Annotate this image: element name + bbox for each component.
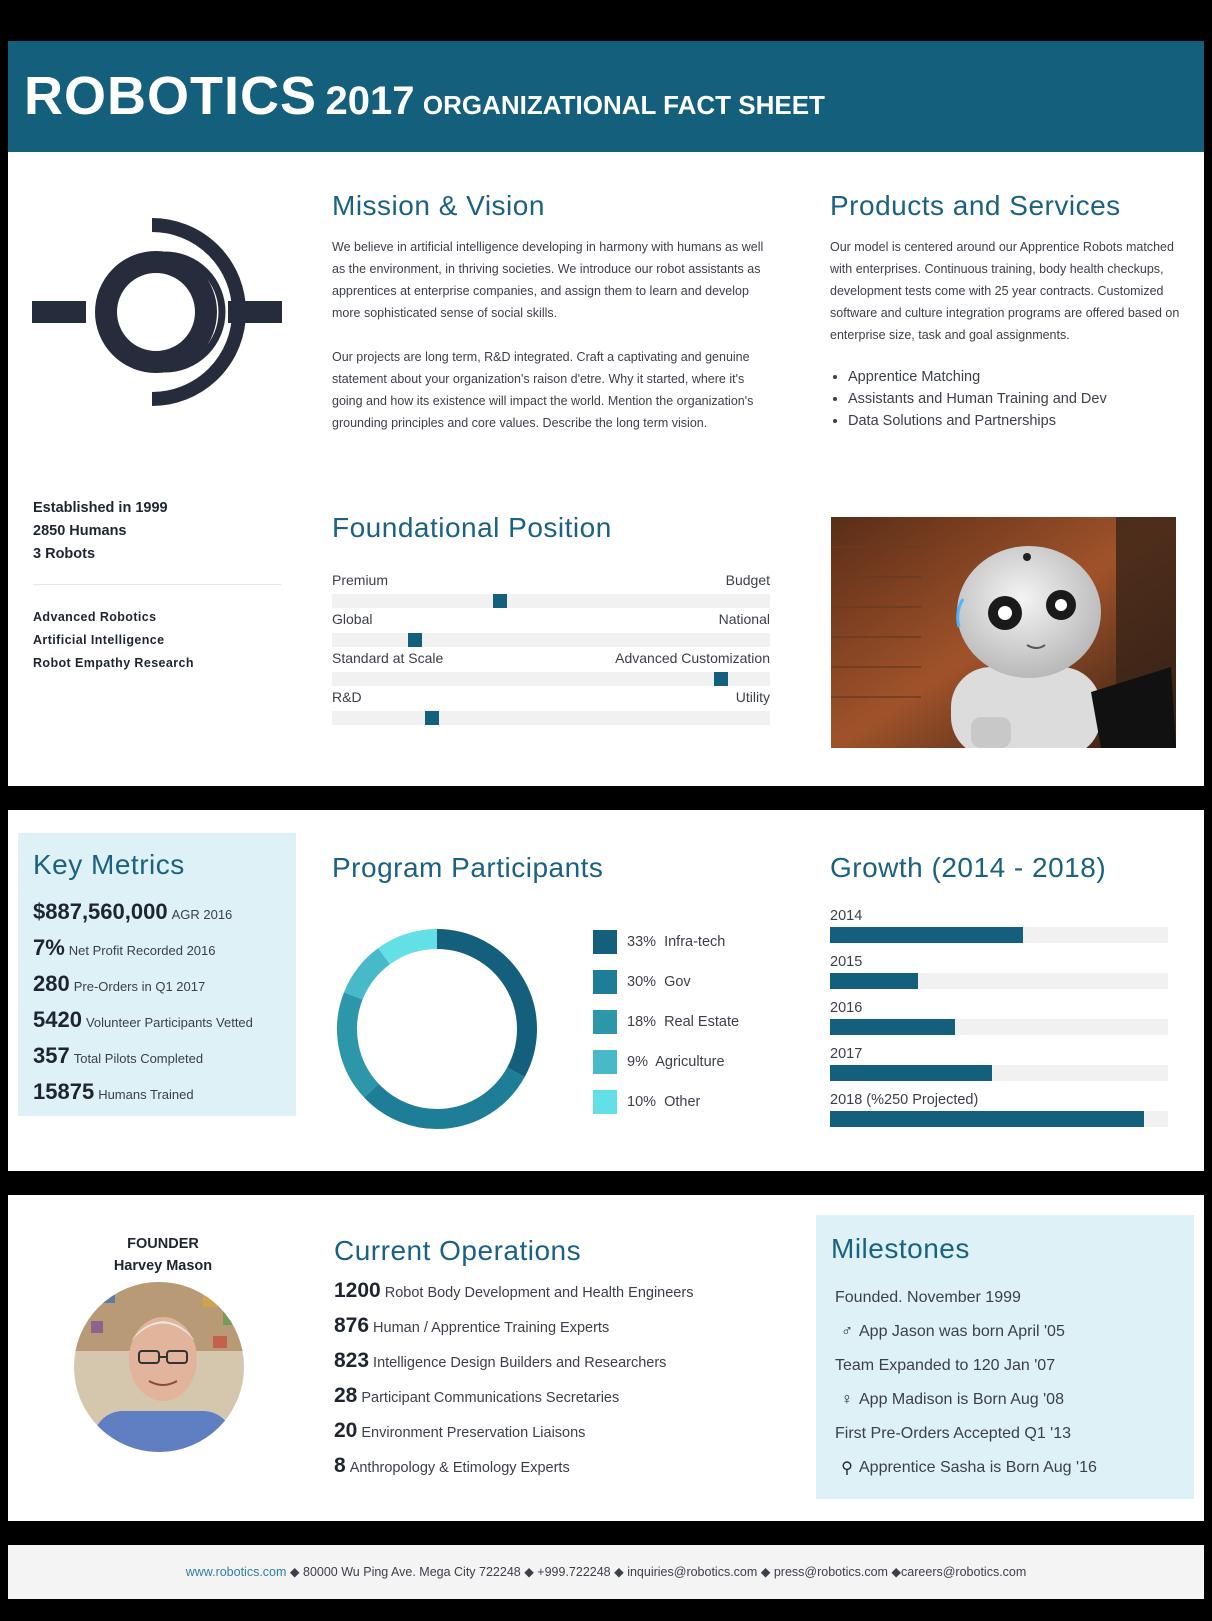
- founder-role: FOUNDER: [127, 1236, 199, 1252]
- robotics-logo: [32, 212, 282, 417]
- divider: [33, 584, 281, 585]
- list-item: • Assistants and Human Training and Dev: [848, 388, 1182, 410]
- products-title: Products and Services: [830, 190, 1121, 221]
- donut-slice-real-estate: [347, 996, 371, 1091]
- participants-donut-chart: [332, 924, 542, 1134]
- metric-label: Humans Trained: [98, 1087, 194, 1102]
- legend-swatch: [593, 1050, 617, 1074]
- products-paragraph: Our model is centered around our Apprentice Robots matched with enterprises. Continuous training, body health checkups, development tests come with 25 year contracts. Customized software and culture integration programs are offered based on enterprise size, task and goal assignments.: [830, 240, 1180, 342]
- legend-label: 18% Real Estate: [627, 1014, 740, 1030]
- legend-entry: [593, 930, 725, 954]
- title-year: 2017: [325, 79, 415, 123]
- slider-track: [332, 711, 770, 725]
- milestone-text: First Pre-Orders Accepted Q1 '13: [835, 1424, 1072, 1442]
- metric-value: 15875: [33, 1079, 95, 1104]
- metric-item: [33, 1079, 293, 1105]
- slider-left-label: Global: [332, 611, 373, 627]
- org-facts: [33, 497, 168, 566]
- growth-bar-label: 2017: [830, 1046, 863, 1062]
- growth-bar: [830, 1065, 992, 1081]
- operations-item: [334, 1279, 774, 1303]
- slider-left-label: R&D: [332, 689, 362, 705]
- position-slider: [332, 650, 770, 689]
- metric-value: 280: [33, 971, 70, 996]
- growth-bar-label: 2014: [830, 908, 863, 924]
- growth-bar-track: [830, 973, 1168, 989]
- robot-photo: [831, 517, 1176, 748]
- growth-bar: [830, 1111, 1144, 1127]
- legend-entry: [593, 1090, 700, 1114]
- fact-established: Established in 1999: [33, 500, 168, 516]
- operations-label: Participant Communications Secretaries: [361, 1390, 620, 1406]
- position-slider: [332, 611, 770, 650]
- milestone-item: [835, 1457, 1185, 1478]
- milestones-panel: [816, 1215, 1194, 1499]
- milestone-item: [835, 1321, 1185, 1342]
- operations-count: 876: [334, 1314, 370, 1337]
- key-metrics-title: Key Metrics: [33, 849, 185, 880]
- legend-label: 30% Gov: [627, 974, 691, 990]
- donut-slice-other: [384, 939, 437, 956]
- slider-track: [332, 633, 770, 647]
- position-sliders: [332, 572, 770, 732]
- milestones-title: Milestones: [831, 1233, 970, 1264]
- female-icon: ♀: [841, 1390, 853, 1408]
- growth-bar-track: [830, 1019, 1168, 1035]
- participants-legend: [593, 930, 793, 1130]
- people-section: [8, 1195, 1204, 1521]
- title-main: ROBOTICS: [24, 66, 318, 126]
- milestone-text: Founded. November 1999: [835, 1288, 1021, 1306]
- focus-item: Robot Empathy Research: [33, 656, 194, 670]
- metric-label: AGR 2016: [171, 907, 233, 922]
- growth-bar: [830, 1019, 955, 1035]
- metric-label: Volunteer Participants Vetted: [85, 1015, 253, 1030]
- metric-label: Net Profit Recorded 2016: [68, 943, 216, 958]
- metric-item: [33, 899, 293, 925]
- participants-title: Program Participants: [332, 852, 604, 883]
- operations-item: [334, 1454, 774, 1478]
- list-item: • Apprentice Matching: [848, 366, 1182, 388]
- milestone-item: [835, 1355, 1185, 1376]
- metric-item: [33, 971, 293, 997]
- metric-value: $887,560,000: [33, 899, 168, 924]
- growth-bar-track: [830, 1111, 1168, 1127]
- metric-label: Pre-Orders in Q1 2017: [73, 979, 206, 994]
- growth-bar-label: 2016: [830, 1000, 863, 1016]
- milestone-item: [835, 1389, 1185, 1410]
- growth-bar: [830, 973, 918, 989]
- products-list: [830, 366, 1182, 432]
- slider-marker: [714, 672, 728, 686]
- metric-item: [33, 935, 293, 961]
- growth-bar-label: 2015: [830, 954, 863, 970]
- growth-bar-chart: [830, 908, 1168, 1148]
- milestone-item: [835, 1287, 1185, 1308]
- legend-label: 33% Infra-tech: [627, 934, 726, 950]
- growth-bar-label: 2018 (%250 Projected): [830, 1092, 979, 1108]
- footer-contact-info: ◆ 80000 Wu Ping Ave. Mega City 722248 ◆ +999.722248 ◆ inquiries@robotics.com ◆ press@robotics.com ◆careers@robotics.com: [286, 1565, 1027, 1579]
- foundational-title: Foundational Position: [332, 512, 612, 543]
- operations-label: Human / Apprentice Training Experts: [373, 1320, 610, 1336]
- milestone-text: Team Expanded to 120 Jan '07: [835, 1356, 1056, 1374]
- position-slider: [332, 572, 770, 611]
- mission-paragraph-2: Our projects are long term, R&D integrated. Craft a captivating and genuine statement about your organization's raison d'etre. Why it started, where it's going and how its existence will impact the world. Mention the organization's grounding principles and core values. Describe the long term vision.: [332, 350, 754, 430]
- operations-count: 1200: [334, 1279, 381, 1302]
- operations-count: 20: [334, 1419, 358, 1442]
- position-slider: [332, 689, 770, 728]
- slider-marker: [425, 711, 439, 725]
- milestone-text: App Jason was born April '05: [859, 1322, 1065, 1340]
- metrics-section: [8, 810, 1204, 1171]
- metric-item: [33, 1007, 293, 1033]
- donut-slice-agriculture: [353, 956, 384, 996]
- slider-right-label: National: [718, 611, 770, 627]
- growth-bar-track: [830, 927, 1168, 943]
- growth-bar: [830, 927, 1023, 943]
- operations-label: Intelligence Design Builders and Researchers: [373, 1355, 667, 1371]
- operations-item: [334, 1384, 774, 1408]
- org-focus: [33, 606, 194, 675]
- legend-swatch: [593, 1010, 617, 1034]
- operations-label: Robot Body Development and Health Engineers: [384, 1285, 694, 1301]
- operations-label: Anthropology & Etimology Experts: [349, 1460, 570, 1476]
- fact-humans: 2850 Humans: [33, 523, 127, 539]
- operations-list: [334, 1279, 774, 1489]
- overview-section: [8, 152, 1204, 786]
- title-sub: ORGANIZATIONAL FACT SHEET: [422, 90, 825, 120]
- growth-bar-track: [830, 1065, 1168, 1081]
- slider-marker: [408, 633, 422, 647]
- focus-item: Artificial Intelligence: [33, 633, 165, 647]
- list-item: • Data Solutions and Partnerships: [848, 410, 1182, 432]
- operations-item: [334, 1419, 774, 1443]
- milestone-item: [835, 1423, 1185, 1444]
- metric-item: [33, 1043, 293, 1069]
- legend-entry: [593, 1050, 725, 1074]
- neuter-icon: ⚲: [841, 1459, 853, 1477]
- male-icon: ♂: [841, 1322, 853, 1340]
- operations-title: Current Operations: [334, 1235, 582, 1266]
- mission-paragraph-1: We believe in artificial intelligence developing in harmony with humans as well as the environment, in thriving societies. We introduce our robot assistants as apprentices at enterprise companies, and assign them to learn and develop more sophisticated sense of social skills.: [332, 240, 764, 320]
- donut-slice-infra-tech: [437, 939, 527, 1072]
- footer-website-link[interactable]: www.robotics.com: [185, 1565, 287, 1579]
- metric-value: 7%: [33, 935, 65, 960]
- operations-item: [334, 1314, 774, 1338]
- operations-count: 8: [334, 1454, 346, 1477]
- legend-entry: [593, 970, 691, 994]
- donut-slice-gov: [371, 1072, 515, 1119]
- slider-track: [332, 672, 770, 686]
- metric-value: 5420: [33, 1007, 82, 1032]
- fact-robots: 3 Robots: [33, 546, 96, 562]
- slider-marker: [493, 594, 507, 608]
- slider-track: [332, 594, 770, 608]
- metric-label: Total Pilots Completed: [73, 1051, 204, 1066]
- footer: [8, 1545, 1204, 1599]
- focus-item: Advanced Robotics: [33, 610, 157, 624]
- header-banner: [8, 41, 1204, 152]
- slider-right-label: Advanced Customization: [615, 650, 770, 666]
- key-metrics-panel: [18, 833, 296, 1116]
- slider-left-label: Premium: [332, 572, 389, 588]
- growth-title: Growth (2014 - 2018): [830, 852, 1107, 883]
- founder-block: [68, 1233, 258, 1277]
- founder-name: Harvey Mason: [113, 1258, 213, 1274]
- founder-avatar: [73, 1281, 245, 1453]
- slider-right-label: Utility: [735, 689, 770, 705]
- metric-value: 357: [33, 1043, 70, 1068]
- legend-label: 10% Other: [627, 1094, 701, 1110]
- milestone-text: Apprentice Sasha is Born Aug '16: [859, 1458, 1097, 1476]
- operations-count: 823: [334, 1349, 370, 1372]
- milestone-text: App Madison is Born Aug '08: [859, 1390, 1064, 1408]
- legend-entry: [593, 1010, 739, 1034]
- legend-swatch: [593, 930, 617, 954]
- mission-title: Mission & Vision: [332, 190, 545, 221]
- legend-label: 9% Agriculture: [627, 1054, 725, 1070]
- legend-swatch: [593, 970, 617, 994]
- slider-left-label: Standard at Scale: [332, 650, 444, 666]
- operations-label: Environment Preservation Liaisons: [361, 1425, 586, 1441]
- legend-swatch: [593, 1090, 617, 1114]
- slider-right-label: Budget: [725, 572, 770, 588]
- operations-item: [334, 1349, 774, 1373]
- operations-count: 28: [334, 1384, 358, 1407]
